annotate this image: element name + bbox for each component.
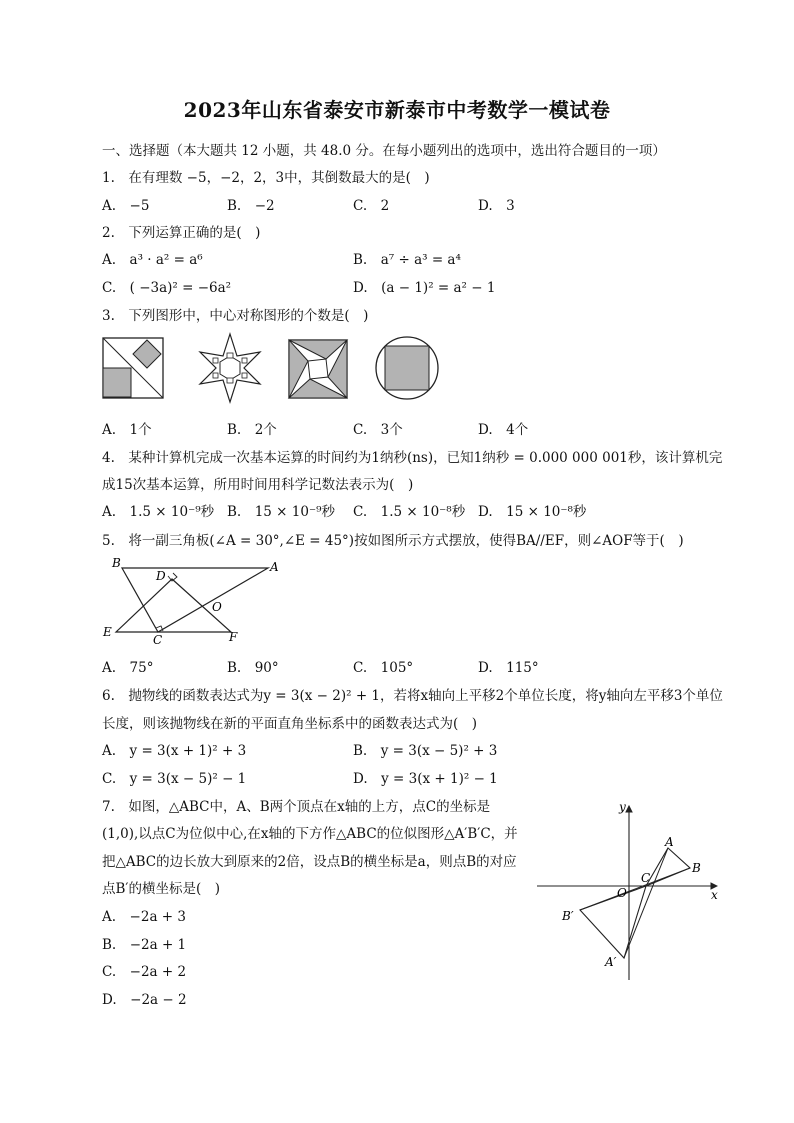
question-4-option-d[interactable]: D. 15 × 10⁻⁸秒 — [478, 504, 587, 520]
question-2-option-b[interactable]: B. a⁷ ÷ a³ = a⁴ — [353, 252, 461, 268]
label-f: F — [229, 630, 238, 644]
question-5-option-a[interactable]: A. 75° — [102, 660, 154, 676]
question-4-stem-line-2: 成15次基本运算，所用时间用科学记数法表示为( ) — [102, 477, 414, 493]
question-7-stem-line-4: 点B′的横坐标是( ) — [102, 881, 221, 897]
question-4-option-a[interactable]: A. 1.5 × 10⁻⁹秒 — [102, 504, 215, 520]
triangle-abc — [646, 848, 690, 886]
question-7-option-a[interactable]: A. −2a + 3 — [102, 909, 186, 925]
label-a: A — [270, 560, 279, 574]
question-3-option-d[interactable]: D. 4个 — [478, 422, 529, 438]
question-7-stem-line-2: (1,0),以点C为位似中心,在x轴的下方作△ABC的位似图形△A′B′C，并 — [102, 826, 518, 842]
question-5-option-b[interactable]: B. 90° — [227, 660, 279, 676]
question-4-option-c[interactable]: C. 1.5 × 10⁻⁸秒 — [353, 504, 466, 520]
label-c-point: C — [641, 871, 651, 885]
label-y: y — [619, 800, 626, 814]
question-5-stem: 5. 将一副三角板(∠A = 30°,∠E = 45°)按如图所示方式摆放，使得BA//EF，则∠AOF等于( ) — [102, 533, 684, 549]
question-4-option-b[interactable]: B. 15 × 10⁻⁹秒 — [227, 504, 335, 520]
label-c: C — [153, 633, 163, 647]
figure-circle-with-square — [374, 335, 440, 401]
question-2-option-d[interactable]: D. (a − 1)² = a² − 1 — [353, 280, 496, 296]
label-b: B — [112, 556, 121, 570]
question-5-option-c[interactable]: C. 105° — [353, 660, 414, 676]
question-4-stem-line-1: 4. 某种计算机完成一次基本运算的时间约为1纳秒(ns)，已知1纳秒 = 0.000 000 001秒，该计算机完 — [102, 450, 723, 466]
question-3-stem: 3. 下列图形中，中心对称图形的个数是( ) — [102, 308, 369, 324]
label-d: D — [156, 569, 166, 583]
question-7-option-c[interactable]: C. −2a + 2 — [102, 964, 187, 980]
question-7-stem-line-1: 7. 如图，△ABC中，A、B两个顶点在x轴的上方，点C的坐标是 — [102, 799, 491, 815]
question-6-option-c[interactable]: C. y = 3(x − 5)² − 1 — [102, 771, 247, 787]
question-1-option-d[interactable]: D. 3 — [478, 198, 515, 214]
question-7-option-d[interactable]: D. −2a − 2 — [102, 992, 187, 1008]
label-b-prime: B′ — [562, 909, 574, 923]
question-6-option-a[interactable]: A. y = 3(x + 1)² + 3 — [102, 743, 247, 759]
figure-six-pointed-star — [196, 332, 264, 404]
question-5-option-d[interactable]: D. 115° — [478, 660, 539, 676]
section-heading: 一、选择题（本大题共 12 小题，共 48.0 分。在每小题列出的选项中，选出符合题目的一项） — [102, 143, 666, 159]
question-1-option-b[interactable]: B. −2 — [227, 198, 275, 214]
question-1-option-a[interactable]: A. −5 — [102, 198, 150, 214]
question-3-option-a[interactable]: A. 1个 — [102, 422, 152, 438]
question-1-stem: 1. 在有理数 −5，−2，2，3中，其倒数最大的是( ) — [102, 170, 430, 186]
label-origin: O — [617, 886, 627, 900]
label-e: E — [103, 625, 112, 639]
question-6-option-d[interactable]: D. y = 3(x + 1)² − 1 — [353, 771, 498, 787]
figure-pinwheel-square — [288, 339, 348, 399]
question-1-option-c[interactable]: C. 2 — [353, 198, 390, 214]
figure-coordinate-homothety — [535, 800, 725, 985]
question-3-option-b[interactable]: B. 2个 — [227, 422, 277, 438]
label-a-point: A — [665, 835, 674, 849]
question-7-option-b[interactable]: B. −2a + 1 — [102, 937, 187, 953]
question-6-stem-line-1: 6. 抛物线的函数表达式为y = 3(x − 2)² + 1，若将x轴向上平移2个单位长度，将y轴向左平移3个单位 — [102, 688, 723, 704]
question-3-option-c[interactable]: C. 3个 — [353, 422, 403, 438]
question-6-stem-line-2: 长度，则该抛物线在新的平面直角坐标系中的函数表达式为( ) — [102, 716, 478, 732]
label-o: O — [212, 600, 222, 614]
figure-square-with-triangles — [102, 337, 164, 399]
label-x: x — [711, 888, 718, 902]
triangle-abc-prime — [580, 886, 646, 958]
question-2-option-a[interactable]: A. a³ · a² = a⁶ — [102, 252, 203, 268]
page-title: 2023年山东省泰安市新泰市中考数学一模试卷 — [183, 98, 611, 122]
figure-triangle-boards — [100, 556, 290, 648]
question-6-option-b[interactable]: B. y = 3(x − 5)² + 3 — [353, 743, 498, 759]
question-2-option-c[interactable]: C. ( −3a)² = −6a² — [102, 280, 232, 296]
question-7-stem-line-3: 把△ABC的边长放大到原来的2倍，设点B的横坐标是a，则点B的对应 — [102, 854, 517, 870]
label-b-point: B — [692, 861, 701, 875]
question-2-stem: 2. 下列运算正确的是( ) — [102, 225, 261, 241]
label-a-prime: A′ — [605, 955, 617, 969]
